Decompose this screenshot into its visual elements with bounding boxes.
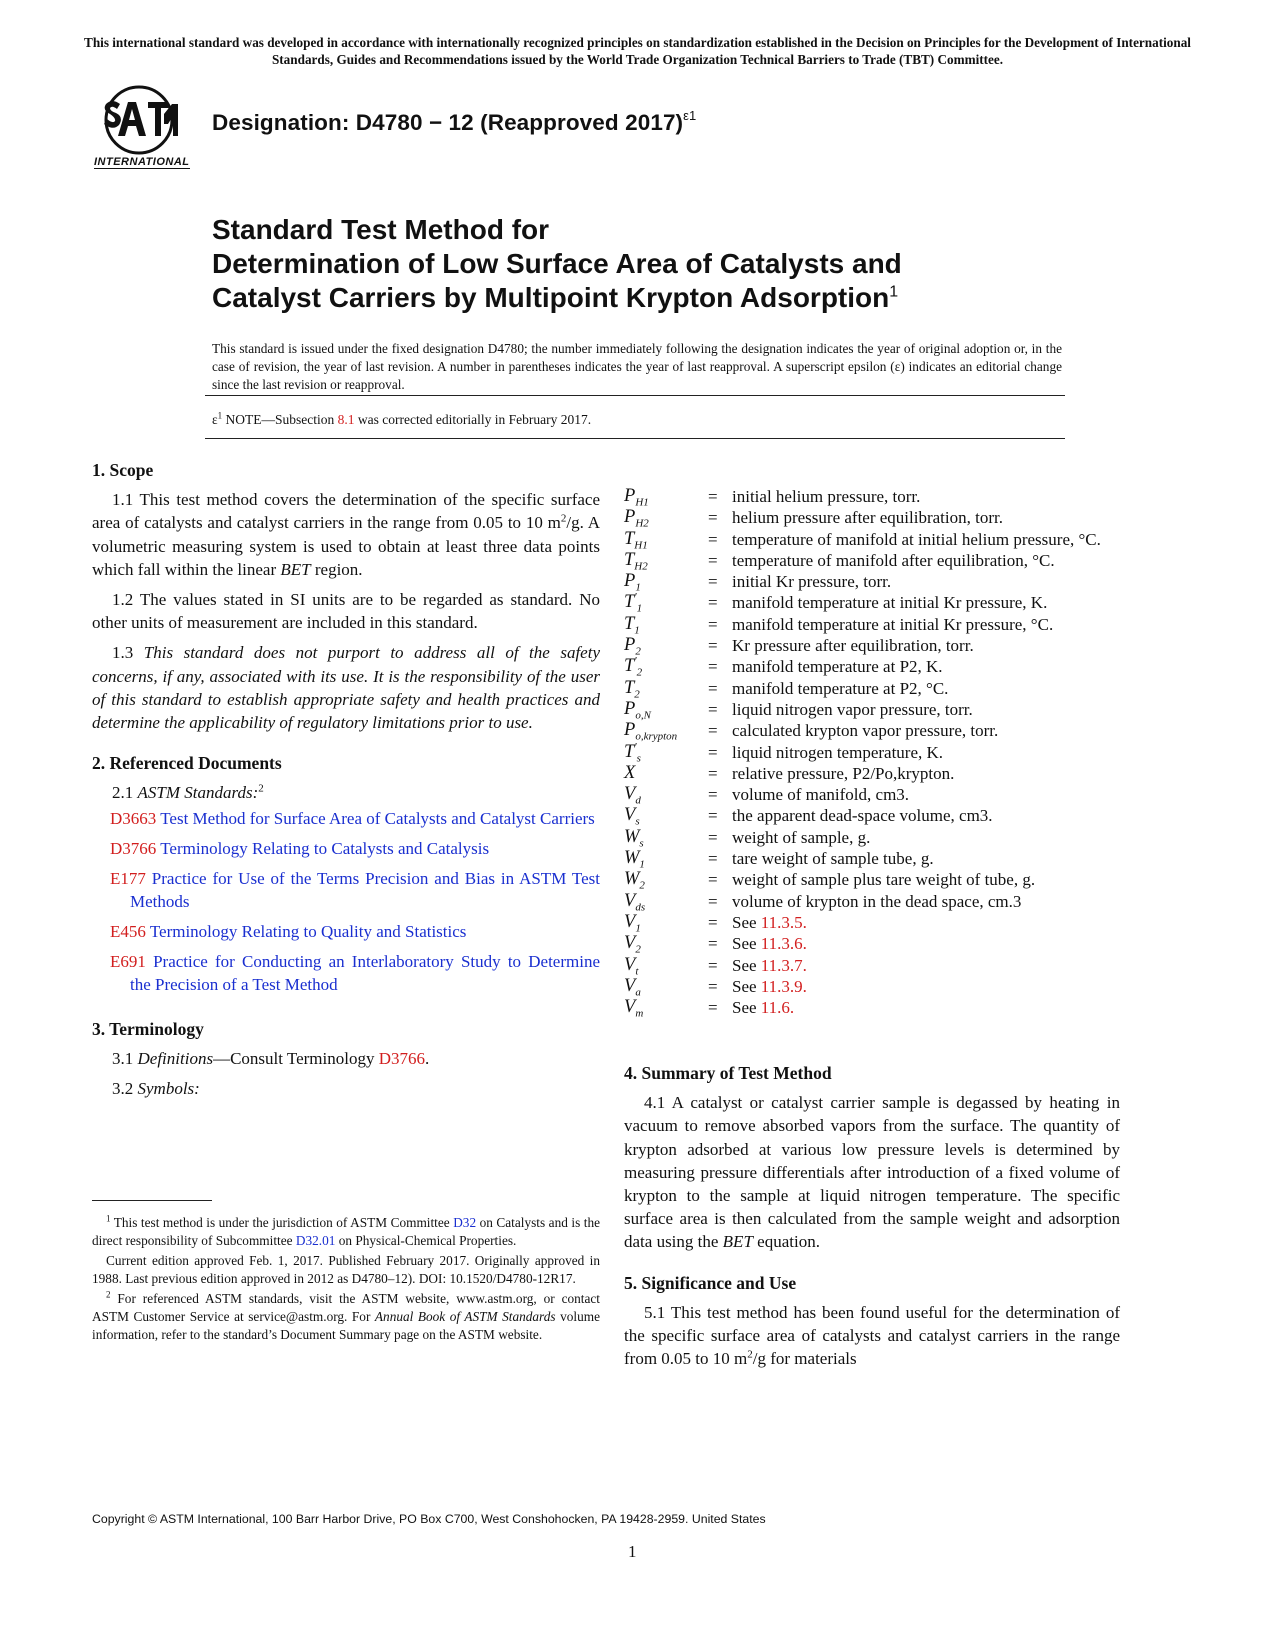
symbol-row bbox=[624, 742, 1120, 763]
equals-sign: = bbox=[708, 657, 718, 677]
symbol: $T_{H1}$ bbox=[624, 528, 648, 552]
symbol-definition: calculated krypton vapor pressure, torr. bbox=[732, 721, 999, 741]
equals-sign: = bbox=[708, 827, 718, 847]
divider-top bbox=[205, 395, 1065, 396]
symbol-row bbox=[624, 869, 1120, 893]
equals-sign: = bbox=[708, 487, 718, 506]
equals-sign: = bbox=[708, 891, 718, 911]
symbol: $T'_1$ bbox=[624, 591, 643, 616]
astm-logo bbox=[88, 84, 190, 172]
symbol-definition: the apparent dead-space volume, cm3. bbox=[732, 806, 993, 826]
symbol-definition: See 11.3.5. bbox=[732, 912, 807, 932]
title-footnote-mark: 1 bbox=[889, 283, 899, 301]
ref-e177[interactable]: E177 Practice for Use of the Terms Precision and Bias in ASTM Test Methods bbox=[110, 868, 600, 911]
symbol-row bbox=[624, 997, 1120, 1018]
symbol-definition: initial Kr pressure, torr. bbox=[732, 572, 892, 592]
equals-sign: = bbox=[708, 849, 718, 869]
symbol-row bbox=[624, 507, 1120, 528]
astm-logo-icon bbox=[88, 84, 190, 156]
copyright: Copyright © ASTM International, 100 Barr Harbor Drive, PO Box C700, West Conshohocken, PA 19428-2959. United States bbox=[92, 1512, 766, 1526]
document-title bbox=[212, 213, 902, 315]
divider-bottom bbox=[205, 438, 1065, 439]
issued-statement: This standard is issued under the fixed designation D4780; the number immediately following the designation indicates the year of original adoption or, in the case of revision, the year of last revision. A number in parentheses indicates the year of last reapproval. A superscript epsilon (ε) indicates an editorial change since the last revision or reapproval. bbox=[212, 341, 1062, 392]
symbol: $P_{H2}$ bbox=[624, 507, 649, 530]
symbol-definition: volume of krypton in the dead space, cm.3 bbox=[732, 891, 1022, 911]
equals-sign: = bbox=[708, 763, 718, 783]
ref-e456[interactable]: E456 Terminology Relating to Quality and Statistics bbox=[110, 921, 467, 941]
symbol-row bbox=[624, 614, 1120, 635]
section-link[interactable]: 11.3.9. bbox=[760, 976, 807, 996]
symbol-row bbox=[624, 635, 1120, 656]
section-heading-scope: 1. Scope bbox=[92, 460, 154, 480]
symbol: $V_m$ bbox=[624, 997, 644, 1020]
equals-sign: = bbox=[708, 614, 718, 634]
symbol-definition: See 11.3.9. bbox=[732, 976, 807, 996]
symbol: $V_a$ bbox=[624, 975, 641, 999]
symbol-row bbox=[624, 891, 1120, 912]
symbol-row bbox=[624, 699, 1120, 720]
symbol-definition: liquid nitrogen vapor pressure, torr. bbox=[732, 699, 973, 719]
symbol-row bbox=[624, 591, 1120, 616]
equals-sign: = bbox=[708, 699, 718, 719]
para-3-1: 3.1 Definitions—Consult Terminology D3766. bbox=[112, 1048, 430, 1068]
symbol: $V_1$ bbox=[624, 911, 641, 935]
symbol-row bbox=[624, 486, 1120, 507]
symbol-definition: temperature of manifold at initial helium pressure, °C. bbox=[732, 529, 1101, 549]
symbol: $P_1$ bbox=[624, 571, 641, 594]
para-2-1: 2.1 ASTM Standards:$^2$ bbox=[112, 782, 264, 803]
symbol-definition: liquid nitrogen temperature, K. bbox=[732, 742, 944, 762]
logo-text: INTERNATIONAL bbox=[94, 156, 190, 168]
equals-sign: = bbox=[708, 870, 718, 890]
symbol-row bbox=[624, 571, 1120, 592]
symbol-definition: weight of sample plus tare weight of tube, g. bbox=[732, 870, 1036, 890]
title-line-3: Catalyst Carriers by Multipoint Krypton Adsorption$^1$ bbox=[212, 282, 899, 313]
symbol: $V_s$ bbox=[624, 805, 640, 829]
symbol-row bbox=[624, 848, 1120, 869]
equals-sign: = bbox=[708, 572, 718, 592]
para-1-3: 1.3 This standard does not purport to address all of the safety concerns, if any, associated with its use. It is the responsibility of the user of this standard to establish appropriate safety and health practices and determine the applicability of regulatory limitations prior to use. bbox=[92, 643, 600, 733]
section-heading-summary: 4. Summary of Test Method bbox=[624, 1063, 832, 1083]
footnote-1-edition: Current edition approved Feb. 1, 2017. Published February 2017. Originally approved in 1988. Last previous edition approved in 2012 as D4780–12). DOI: 10.1520/D4780-12R17. bbox=[92, 1253, 600, 1286]
symbol-definition: helium pressure after equilibration, torr. bbox=[732, 508, 1003, 528]
equals-sign: = bbox=[708, 742, 718, 762]
symbol-definition: weight of sample, g. bbox=[732, 827, 871, 847]
ref-d3663[interactable]: D3663 Test Method for Surface Area of Catalysts and Catalyst Carriers bbox=[110, 808, 595, 828]
footnote-rule bbox=[92, 1200, 212, 1201]
symbol: $W_2$ bbox=[624, 869, 645, 893]
symbol-row bbox=[624, 529, 1120, 550]
page-number: 1 bbox=[628, 1542, 637, 1561]
equals-sign: = bbox=[708, 934, 718, 954]
equals-sign: = bbox=[708, 678, 718, 698]
section-heading-significance: 5. Significance and Use bbox=[624, 1272, 797, 1293]
symbol: $P_{o,N}$ bbox=[624, 698, 651, 722]
para-3-2: 3.2 Symbols: bbox=[112, 1079, 200, 1099]
symbol: $T_{H2}$ bbox=[624, 549, 648, 573]
symbol: $P_{o,krypton}$ bbox=[624, 720, 678, 743]
footnotes bbox=[92, 1214, 600, 1346]
title-line-2: Determination of Low Surface Area of Catalysts and bbox=[212, 248, 902, 279]
symbol: $V_t$ bbox=[624, 954, 639, 978]
equals-sign: = bbox=[708, 998, 718, 1018]
symbol-row bbox=[624, 805, 1120, 829]
symbol-definition: manifold temperature at P2, °C. bbox=[732, 678, 949, 698]
section-link[interactable]: 11.3.5. bbox=[760, 912, 807, 932]
equals-sign: = bbox=[708, 785, 718, 805]
equals-sign: = bbox=[708, 912, 718, 932]
designation-sup: ε1 bbox=[683, 107, 697, 123]
editorial-note: $\varepsilon^1$ NOTE—Subsection 8.1 was corrected editorially in February 2017. bbox=[212, 410, 592, 427]
footnote-1: $^1$ This test method is under the jurisdiction of ASTM Committee D32 on Catalysts and is the direct responsibility of Subcommittee D32.01 on Physical-Chemical Properties. bbox=[92, 1213, 600, 1248]
equals-sign: = bbox=[708, 529, 718, 549]
header-notice: This international standard was developed in accordance with internationally recognized principles on standardization established in the Decision on Principles for the Development of International Standards, Guides and Recommendations issued by the World Trade Organization Technical Barriers to Trade (TBT) Committee. bbox=[84, 35, 1191, 67]
symbol-definition: See 11.3.6. bbox=[732, 934, 807, 954]
equals-sign: = bbox=[708, 550, 718, 570]
symbol-definition: volume of manifold, cm3. bbox=[732, 785, 910, 805]
symbol-definition: initial helium pressure, torr. bbox=[732, 487, 921, 506]
section-link[interactable]: 11.3.7. bbox=[760, 955, 807, 975]
equals-sign: = bbox=[708, 721, 718, 741]
symbol-definition: relative pressure, P2/Po,krypton. bbox=[732, 763, 955, 783]
symbol-row bbox=[624, 655, 1120, 680]
section-link[interactable]: 11.3.6. bbox=[760, 934, 807, 954]
symbol-definition: Kr pressure after equilibration, torr. bbox=[732, 636, 974, 656]
symbol-row bbox=[624, 550, 1120, 571]
left-column bbox=[92, 459, 600, 1107]
symbol-row bbox=[624, 912, 1120, 933]
symbol-row bbox=[624, 720, 1120, 741]
symbol: $T'_2$ bbox=[624, 655, 643, 680]
symbol-definition: See 11.6. bbox=[732, 998, 795, 1018]
symbol-row bbox=[624, 678, 1120, 699]
equals-sign: = bbox=[708, 636, 718, 656]
symbol: $T_1$ bbox=[624, 613, 640, 637]
link-d32[interactable]: D32 bbox=[453, 1215, 477, 1230]
link-d3766[interactable]: D3766 bbox=[378, 1048, 426, 1068]
symbol: $W_s$ bbox=[624, 826, 644, 850]
equals-sign: = bbox=[708, 955, 718, 975]
equals-sign: = bbox=[708, 976, 718, 996]
ref-d3766[interactable]: D3766 Terminology Relating to Catalysts and Catalysis bbox=[110, 838, 490, 858]
symbol-row bbox=[624, 827, 1120, 848]
designation-text: Designation: D4780 − 12 (Reapproved 2017) bbox=[212, 110, 684, 135]
symbol-definition: manifold temperature at P2, K. bbox=[732, 657, 943, 677]
para-5-1: 5.1 This test method has been found useful for the determination of the specific surface area of catalysts and catalyst carriers in the range from 0.05 to 10 $m^2/g$ for materials bbox=[624, 1302, 1120, 1369]
equals-sign: = bbox=[708, 806, 718, 826]
symbol-definition: temperature of manifold after equilibration, °C. bbox=[732, 550, 1055, 570]
symbol: $T_2$ bbox=[624, 677, 640, 701]
equals-sign: = bbox=[708, 593, 718, 613]
symbol: $P_2$ bbox=[624, 635, 641, 658]
symbol: $V_d$ bbox=[624, 784, 641, 807]
symbol-row bbox=[624, 763, 1120, 784]
symbol-definition: manifold temperature at initial Kr pressure, K. bbox=[732, 593, 1048, 613]
symbol: X bbox=[624, 762, 636, 783]
symbol-row bbox=[624, 784, 1120, 805]
symbol-row bbox=[624, 976, 1120, 997]
para-1-2: 1.2 The values stated in SI units are to be regarded as standard. No other units of measurement are included in this standard. bbox=[92, 590, 600, 633]
section-heading-terminology: 3. Terminology bbox=[92, 1018, 204, 1039]
symbol: $V_2$ bbox=[624, 933, 641, 956]
para-1-1: 1.1 This test method covers the determination of the specific surface area of catalysts and catalyst carriers in the range from 0.05 to 10 $m^2/g$. A volumetric measuring system is used to obtain at least three data points which fall within the linear BET region. bbox=[92, 490, 601, 579]
section-heading-referenced: 2. Referenced Documents bbox=[92, 753, 282, 774]
footnote-2: $^2$ For referenced ASTM standards, visit the ASTM website, www.astm.org, or contact ASTM Customer Service at service@astm.org. For Annual Book of ASTM Standards volume information, refer to the standard’s Document Summary page on the ASTM website. bbox=[92, 1289, 600, 1342]
para-4-1: 4.1 A catalyst or catalyst carrier sample is degassed by heating in vacuum to remove absorbed vapors from the surface. The quantity of krypton adsorbed at various low pressure levels is determined by measuring pressure differentials after introduction of a fixed volume of krypton to the sample at liquid nitrogen temperature. The specific surface area is then calculated from the sample weight and adsorption data using the BET equation. bbox=[624, 1093, 1120, 1252]
section-link[interactable]: 11.6. bbox=[760, 998, 795, 1018]
link-8-1[interactable]: 8.1 bbox=[337, 412, 355, 427]
symbol: $V_{ds}$ bbox=[624, 890, 646, 914]
symbol-row bbox=[624, 955, 1120, 976]
symbol-row bbox=[624, 933, 1120, 954]
symbol: $P_{H1}$ bbox=[624, 486, 649, 509]
symbol: $T'_s$ bbox=[624, 740, 641, 765]
symbol-definition: manifold temperature at initial Kr pressure, °C. bbox=[732, 614, 1054, 634]
symbol-definition: See 11.3.7. bbox=[732, 955, 807, 975]
link-d32-01[interactable]: D32.01 bbox=[295, 1233, 336, 1248]
equals-sign: = bbox=[708, 508, 718, 528]
right-column-lower bbox=[624, 1062, 1120, 1377]
title-line-1: Standard Test Method for bbox=[212, 214, 550, 245]
ref-e691[interactable]: E691 Practice for Conducting an Interlaboratory Study to Determine the Precision of a Test Method bbox=[110, 951, 600, 994]
symbol-definition: tare weight of sample tube, g. bbox=[732, 849, 934, 869]
symbol: $W_1$ bbox=[624, 848, 645, 871]
symbols-list bbox=[624, 486, 1120, 1018]
designation bbox=[212, 107, 697, 136]
